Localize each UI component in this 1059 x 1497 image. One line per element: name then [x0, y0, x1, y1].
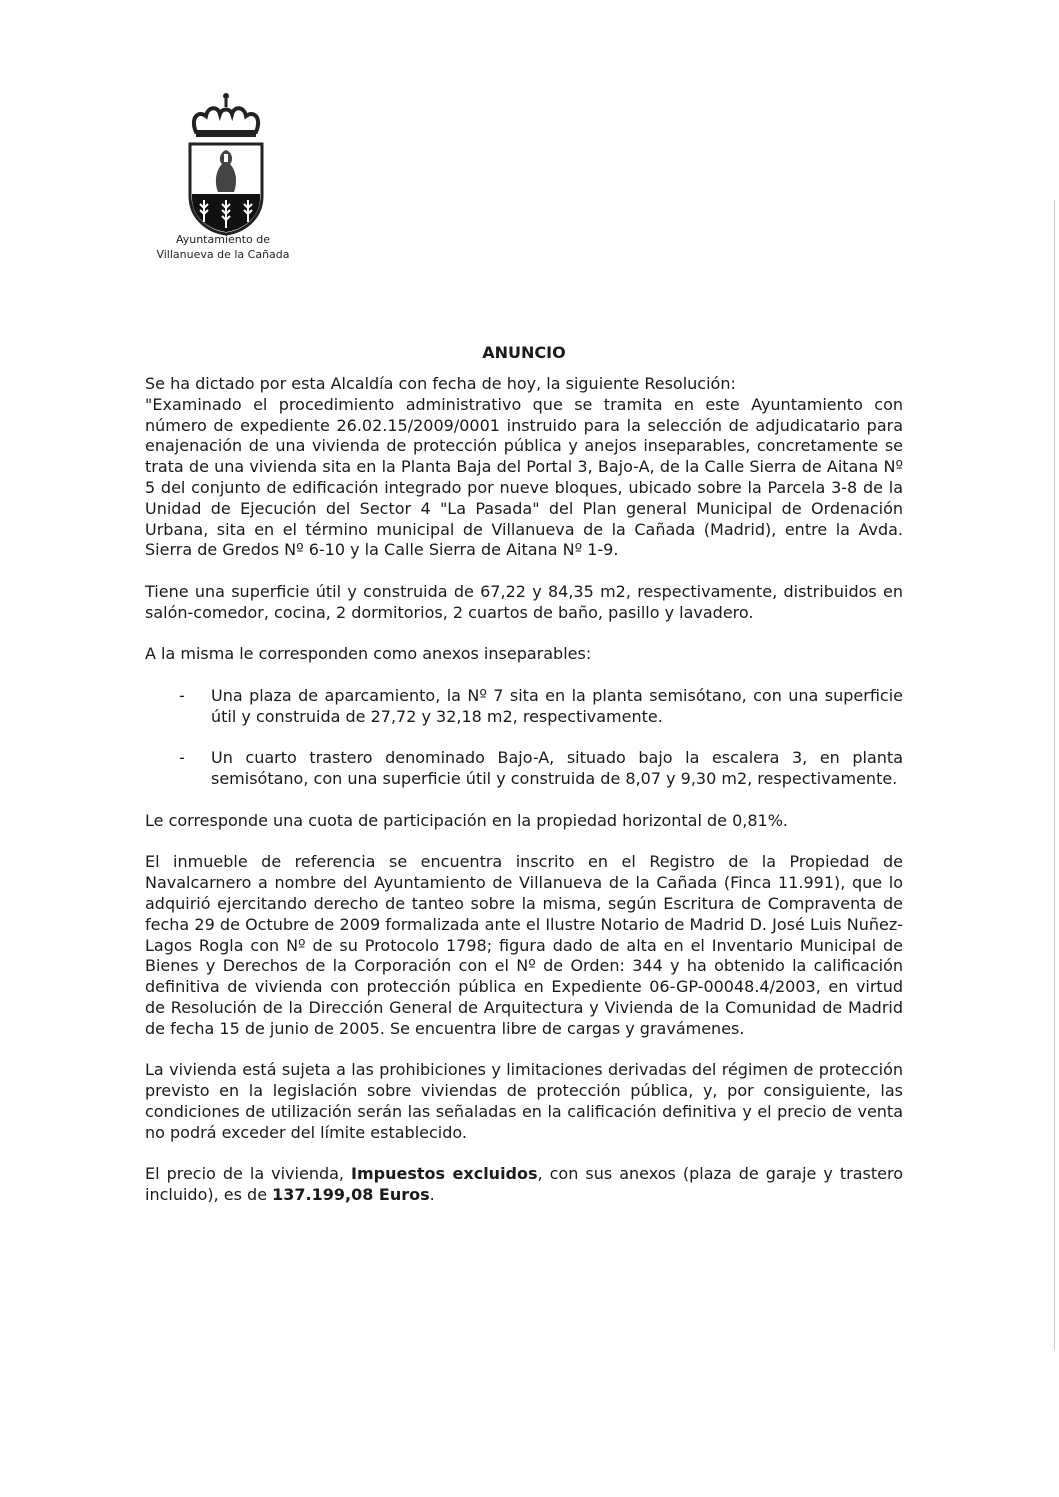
price-amount: 137.199,08 Euros	[272, 1185, 430, 1205]
price-text-3: .	[429, 1185, 435, 1205]
annexes-list	[145, 686, 903, 790]
document-title: ANUNCIO	[482, 343, 566, 362]
quota-paragraph: Le corresponde una cuota de participación en la propiedad horizontal de 0,81%.	[145, 810, 789, 830]
scan-edge-line	[1054, 200, 1055, 1350]
price-taxes-note: Impuestos excluidos	[351, 1164, 538, 1184]
list-item-text: Una plaza de aparcamiento, la Nº 7 sita en la planta semisótano, con una superficie útil y construida de 27,72 y 32,18 m2, respectivamente.	[211, 685, 903, 726]
price-text-1: El precio de la vivienda,	[145, 1164, 352, 1184]
list-item	[145, 686, 903, 728]
restrictions-paragraph: La vivienda está sujeta a las prohibiciones y limitaciones derivadas del régimen de protección previsto en la legislación sobre viviendas de protección pública, y, por consiguiente, las condiciones de utilización serán las señaladas en la calificación definitiva y el precio de venta no podrá exceder del límite establecido.	[145, 1060, 903, 1142]
resolution-paragraph: "Examinado el procedimiento administrativo que se tramita en este Ayuntamiento con número de expediente 26.02.15/2009/0001 instruido para la selección de adjudicatario para enajenación de una vivienda de protección pública y anejos inseparables, concretamente se trata de una vivienda sita en la Planta Baja del Portal 3, Bajo-A, de la Calle Sierra de Aitana Nº 5 del conjunto de edificación integrado por nueve bloques, ubicado sobre la Parcela 3-8 de la Unidad de Ejecución del Sector 4 "La Pasada" del Plan general Municipal de Ordenación Urbana, sita en el término municipal de Villanueva de la Cañada (Madrid), entre la Avda. Sierra de Gredos Nº 6-10 y la Calle Sierra de Aitana Nº 1-9.	[145, 394, 903, 560]
document-body	[145, 374, 903, 1227]
org-line-1: Ayuntamiento de	[175, 233, 271, 246]
price-paragraph	[145, 1164, 903, 1206]
list-dash: -	[179, 748, 185, 768]
surface-paragraph: Tiene una superficie útil y construida de 67,22 y 84,35 m2, respectivamente, distribuidos en salón-comedor, cocina, 2 dormitorios, 2 cuartos de baño, pasillo y lavadero.	[145, 581, 903, 622]
list-item	[145, 748, 903, 790]
list-dash: -	[179, 685, 185, 705]
price-text-2: , con sus anexos (plaza de garaje y trastero incluido), es de	[145, 1164, 904, 1205]
registry-paragraph: El inmueble de referencia se encuentra inscrito en el Registro de la Propiedad de Navalcarnero a nombre del Ayuntamiento de Villanueva de la Cañada (Finca 11.991), que lo adquirió ejercitando derecho de tanteo sobre la misma, según Escritura de Compraventa de fecha 29 de Octubre de 2009 formalizada ante el Ilustre Notario de Madrid D. José Luis Nuñez-Lagos Rogla con Nº de su Protocolo 1798; figura dado de alta en el Inventario Municipal de Bienes y Derechos de la Corporación con el Nº de Orden: 344 y ha obtenido la calificación definitiva de vivienda con protección pública en Expediente 06-GP-00048.4/2003, en virtud de Resolución de la Dirección General de Arquitectura y Vivienda de la Comunidad de Madrid de fecha 15 de junio de 2005. Se encuentra libre de cargas y gravámenes.	[145, 852, 903, 1038]
organization-name	[140, 232, 306, 262]
intro-line: Se ha dictado por esta Alcaldía con fecha de hoy, la siguiente Resolución:	[145, 374, 736, 393]
coat-of-arms-icon	[180, 88, 272, 236]
annexes-intro: A la misma le corresponden como anexos inseparables:	[145, 644, 592, 664]
list-item-text: Un cuarto trastero denominado Bajo-A, situado bajo la escalera 3, en planta semisótano, con una superficie útil y construida de 8,07 y 9,30 m2, respectivamente.	[211, 748, 903, 789]
org-line-2: Villanueva de la Cañada	[156, 248, 290, 261]
